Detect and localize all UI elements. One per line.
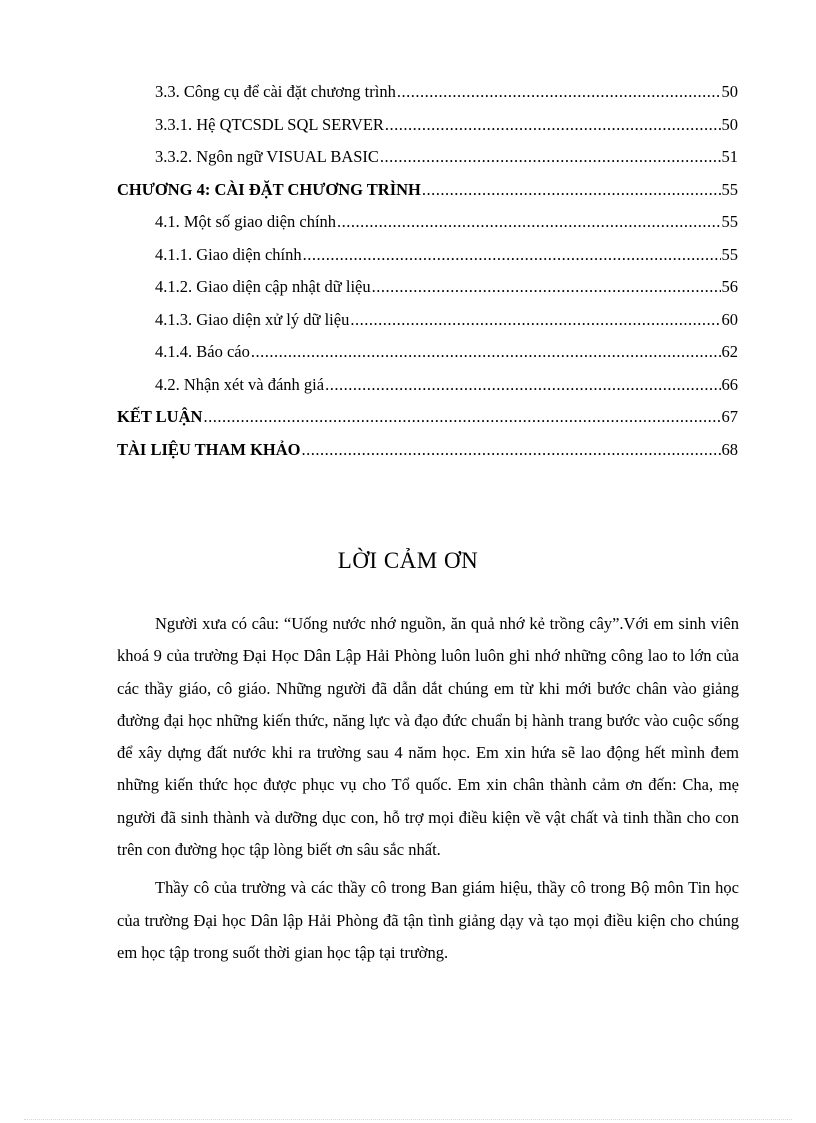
toc-entry-label: 3.3.1. Hệ QTCSDL SQL SERVER: [155, 114, 384, 134]
paragraph: Người xưa có câu: “Uống nước nhớ nguồn, ăn quả nhớ kẻ trồng cây”.Với em sinh viên khoá 9 của trường Đại Học Dân Lập Hải Phòng luôn luôn ghi nhớ những công lao to lớn của các thầy giáo, cô giáo. Những người đã dẫn dắt chúng em từ khi mới bước chân vào giảng đường đại học những kiến thức, năng lực và đạo đức chuẩn bị hành trang bước vào cuộc sống để xây dựng đất nước khi ra trường sau 4 năm học. Em xin hứa sẽ lao động hết mình đem những kiến thức học được phục vụ cho Tổ quốc. Em xin chân thành cảm ơn đến: Cha, mẹ người đã sinh thành và dưỡng dục con, hỗ trợ mọi điều kiện về vật chất và tinh thần cho con trên con đường học tập lòng biết ơn sâu sắc nhất.: [117, 614, 739, 860]
toc-entry: [117, 304, 738, 337]
toc-entry: [117, 369, 738, 402]
toc-entry-label: 4.2. Nhận xét và đánh giá: [155, 374, 325, 394]
toc-entry-label: 3.3. Công cụ để cài đặt chương trình: [155, 82, 396, 101]
toc-entry-page: 68: [721, 439, 738, 459]
paragraph: Thầy cô của trường và các thầy cô trong Ban giám hiệu, thầy cô trong Bộ môn Tin học của trường Đại học Dân lập Hải Phòng đã tận tình giảng dạy và tạo mọi điều kiện cho chúng em học tập trong suốt thời gian học tập tại trường.: [117, 878, 739, 962]
toc-entry-page: 55: [721, 179, 738, 199]
toc-leader-dots: [337, 206, 720, 239]
toc-entry-label: 4.1.1. Giao diện chính: [155, 244, 302, 264]
toc-entry-label: TÀI LIỆU THAM KHẢO: [117, 439, 301, 459]
toc-entry: [117, 141, 738, 174]
toc-entry-page: 62: [721, 342, 738, 361]
section-heading: LỜI CẢM ƠN: [337, 548, 479, 573]
toc-chapter-entry: [117, 434, 738, 467]
toc-chapter-entry: [117, 401, 738, 434]
toc-entry: [117, 271, 738, 304]
toc-entry-page: 50: [721, 114, 738, 134]
toc-entry-label: 3.3.2. Ngôn ngữ VISUAL BASIC: [155, 147, 379, 166]
toc-leader-dots: [422, 174, 721, 207]
toc-entry-label: 4.1.3. Giao diện xử lý dữ liệu: [155, 309, 350, 329]
toc-leader-dots: [251, 336, 721, 369]
toc-entry: [117, 109, 738, 142]
toc-entry-label: CHƯƠNG 4: CÀI ĐẶT CHƯƠNG TRÌNH: [117, 179, 421, 199]
toc-leader-dots: [303, 239, 721, 272]
toc-leader-dots: [350, 304, 720, 337]
toc-entry-page: 51: [721, 147, 738, 166]
toc-entry: [117, 239, 738, 272]
toc-leader-dots: [203, 401, 720, 434]
table-of-contents: [117, 76, 738, 466]
page-bottom-rule: [24, 1119, 792, 1120]
toc-leader-dots: [325, 369, 720, 402]
toc-entry: [117, 76, 738, 109]
toc-leader-dots: [302, 434, 721, 467]
toc-entry-page: 67: [721, 407, 738, 426]
toc-entry-label: 4.1.4. Báo cáo: [155, 342, 250, 361]
toc-entry-page: 56: [721, 277, 738, 296]
toc-entry-page: 66: [721, 374, 738, 394]
toc-entry-page: 55: [721, 244, 738, 264]
toc-entry: [117, 206, 738, 239]
toc-leader-dots: [385, 109, 721, 142]
toc-leader-dots: [380, 141, 721, 174]
toc-entry-label: 4.1. Một số giao diện chính: [155, 212, 337, 231]
toc-chapter-entry: [117, 174, 738, 207]
toc-entry-page: 50: [721, 82, 738, 101]
acknowledgement-body: [117, 608, 739, 975]
toc-entry-label: 4.1.2. Giao diện cập nhật dữ liệu: [155, 277, 371, 296]
toc-entry-page: 60: [721, 309, 738, 329]
toc-entry-page: 55: [721, 212, 738, 231]
toc-leader-dots: [397, 76, 721, 109]
toc-leader-dots: [372, 271, 721, 304]
toc-entry: [117, 336, 738, 369]
toc-entry-label: KẾT LUẬN: [117, 407, 203, 426]
